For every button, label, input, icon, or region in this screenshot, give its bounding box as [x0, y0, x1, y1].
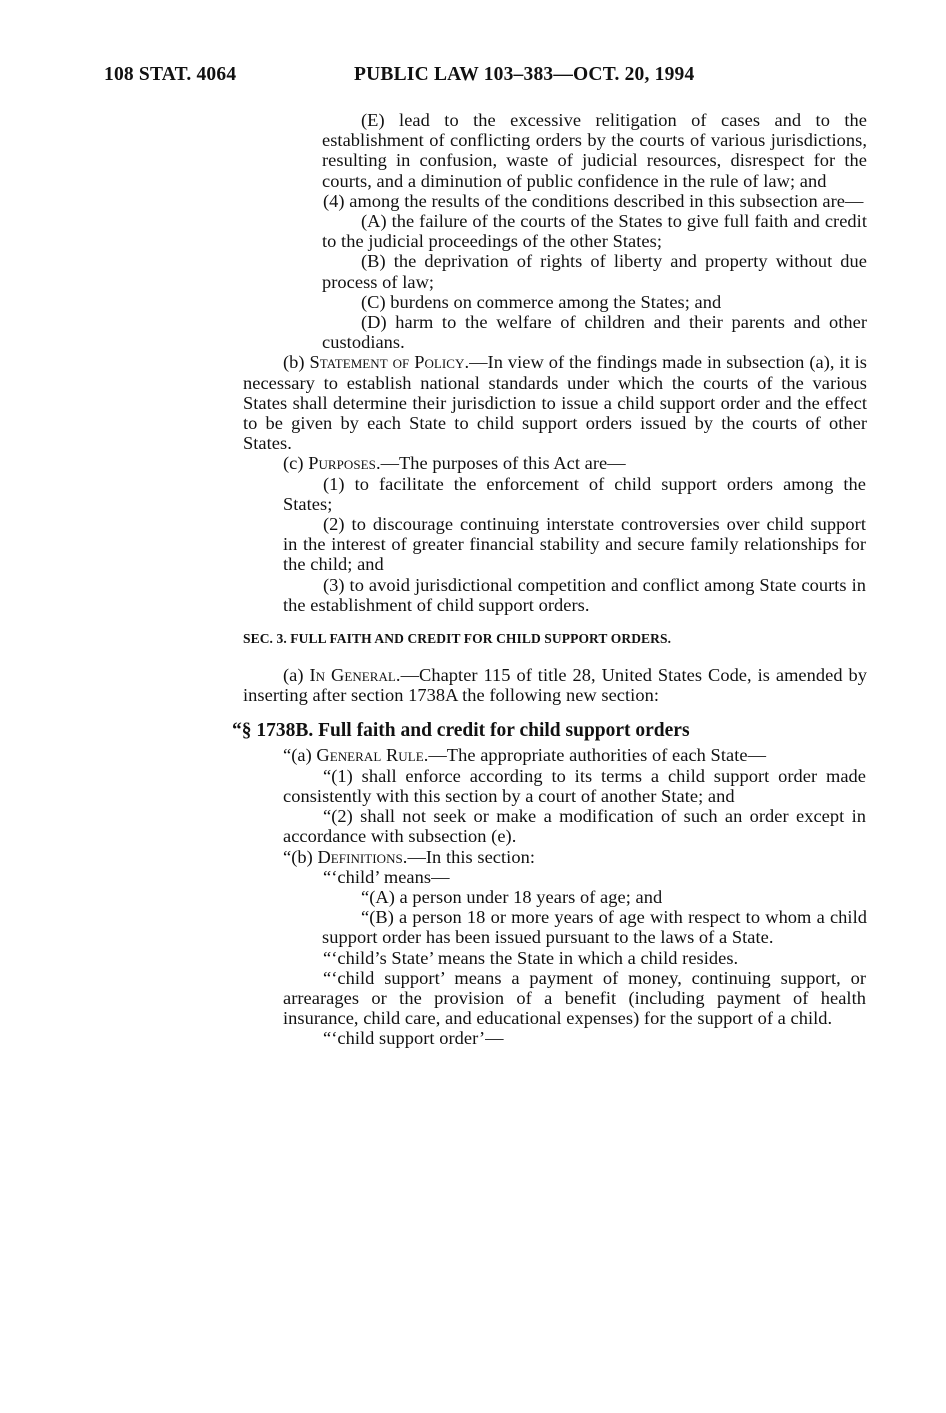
paragraph-sec3-a — [243, 665, 867, 705]
paragraph-definitions — [243, 847, 867, 867]
definition-child-support: “‘child support’ means a payment of money, continuing support, or arrearages or the provision of a benefit (including payment of health insurance, child care, and educational expenses) for the support of a child. — [283, 967, 866, 1029]
def-heading: Definitions — [317, 846, 403, 867]
paragraph-4b: (B) the deprivation of rights of liberty and property without due process of law; — [322, 251, 867, 292]
paragraph-4d: (D) harm to the welfare of children and their parents and other custodians. — [322, 312, 867, 353]
paragraph-4a: (A) the failure of the courts of the States to give full faith and credit to the judicial proceedings of the other States; — [322, 211, 867, 252]
paragraph-b-text: .—In view of the findings made in subsection (a), it is necessary to establish national standards under which the courts of the various States shall determine their jurisdiction to issue a child support order and the effect to be given by each State to child support orders issued by the courts of other States. — [243, 352, 867, 454]
def-label: “(b) — [283, 846, 318, 867]
paragraph-c-text: .—The purposes of this Act are— — [375, 453, 626, 474]
paragraph-c-heading: Purposes — [308, 453, 376, 474]
paragraph-4c: (C) burdens on commerce among the States; and — [361, 291, 722, 312]
paragraph-c1: (1) to facilitate the enforcement of child support orders among the States; — [283, 473, 866, 514]
definition-child: “‘child’ means— — [323, 866, 450, 887]
rule-label: “(a) — [283, 745, 317, 766]
sec3a-heading: In General — [309, 665, 396, 686]
sec3a-label: (a) — [283, 665, 310, 686]
page-header — [0, 64, 946, 90]
paragraph-4: (4) among the results of the conditions described in this subsection are— — [323, 190, 864, 211]
section-1738b-title: “§ 1738B. Full faith and credit for child support orders — [232, 720, 690, 742]
definition-child-a: “(A) a person under 18 years of age; and — [361, 886, 663, 907]
paragraph-general-rule — [243, 745, 867, 765]
paragraph-c-purposes — [243, 453, 867, 473]
paragraph-rule-2: “(2) shall not seek or make a modification of such an order except in accordance with subsection (e). — [283, 806, 866, 847]
paragraph-c-label: (c) — [283, 453, 309, 474]
document-body — [0, 110, 946, 1049]
definition-childs-state: “‘child’s State’ means the State in which a child resides. — [323, 947, 739, 968]
statute-page-ref: 108 STAT. 4064 — [104, 64, 237, 85]
paragraph-c2: (2) to discourage continuing interstate controversies over child support in the interest of greater financial stability and secure family relationships for the child; and — [283, 514, 866, 575]
paragraph-c3: (3) to avoid jurisdictional competition and conflict among State courts in the establishment of child support orders. — [283, 574, 866, 615]
paragraph-b-statement-of-policy — [243, 352, 867, 453]
definition-child-support-order: “‘child support order’— — [323, 1028, 504, 1049]
paragraph-rule-1: “(1) shall enforce according to its terms a child support order made consistently with this section by a court of another State; and — [283, 765, 866, 806]
paragraph-e: (E) lead to the excessive relitigation of cases and to the establishment of conflicting orders by the courts of various jurisdictions, resulting in confusion, waste of judicial resources, disrespect for the courts, and a diminution of public confidence in the rule of law; and — [322, 110, 867, 191]
paragraph-b-label: (b) — [283, 352, 310, 373]
definition-child-b: “(B) a person 18 or more years of age with respect to whom a child support order has been issued pursuant to the laws of a State. — [322, 907, 867, 948]
rule-heading: General Rule — [316, 745, 424, 766]
section-3-heading: SEC. 3. FULL FAITH AND CREDIT FOR CHILD SUPPORT ORDERS. — [243, 631, 672, 647]
paragraph-b-heading: Statement of Policy — [309, 352, 465, 373]
sec3a-text: .—Chapter 115 of title 28, United States Code, is amended by inserting after section 1738A the following new section: — [243, 665, 867, 706]
public-law-title: PUBLIC LAW 103–383—OCT. 20, 1994 — [354, 64, 695, 85]
rule-text: .—The appropriate authorities of each State— — [423, 745, 767, 766]
def-text: .—In this section: — [402, 846, 535, 867]
